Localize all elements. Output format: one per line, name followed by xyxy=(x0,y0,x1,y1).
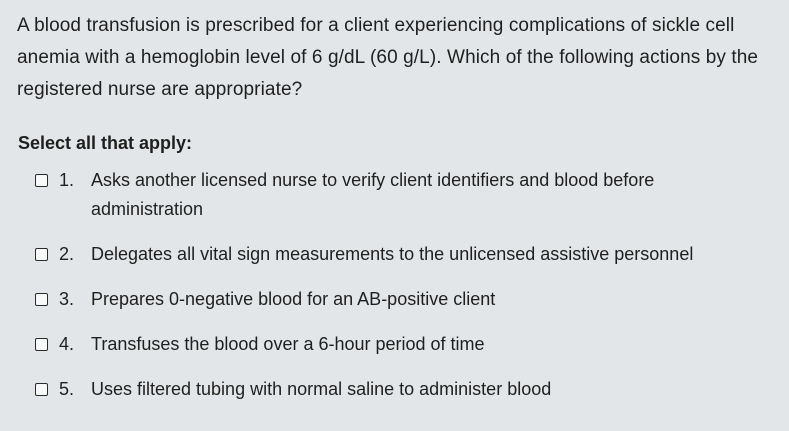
answer-option-2[interactable] xyxy=(35,240,771,269)
checkbox-option-3[interactable] xyxy=(35,293,48,306)
option-text: Uses filtered tubing with normal saline to administer blood xyxy=(91,379,552,399)
option-text: Asks another licensed nurse to verify client identifiers and blood before administration xyxy=(91,170,655,219)
answer-options-list xyxy=(17,166,771,404)
checkbox-option-4[interactable] xyxy=(35,338,48,351)
answer-option-5[interactable] xyxy=(35,375,771,404)
option-text: Prepares 0-negative blood for an AB-positive client xyxy=(91,289,496,309)
select-all-instruction: Select all that apply: xyxy=(18,133,193,153)
answer-option-4[interactable] xyxy=(35,330,771,359)
checkbox-option-2[interactable] xyxy=(35,248,48,261)
answer-option-1[interactable] xyxy=(35,166,771,224)
option-number: 1. xyxy=(59,170,75,190)
checkbox-option-1[interactable] xyxy=(35,174,48,187)
option-number: 4. xyxy=(59,334,75,354)
option-number: 5. xyxy=(59,379,75,399)
option-number: 2. xyxy=(59,244,75,264)
option-number: 3. xyxy=(59,289,75,309)
checkbox-option-5[interactable] xyxy=(35,383,48,396)
option-text: Delegates all vital sign measurements to the unlicensed assistive personnel xyxy=(91,244,694,264)
question-stem: A blood transfusion is prescribed for a client experiencing complications of sickle cell anemia with a hemoglobin level of 6 g/dL (60 g/L). Which of the following actions by the registered nurse are appropriate? xyxy=(17,15,759,100)
option-text: Transfuses the blood over a 6-hour period of time xyxy=(91,334,485,354)
answer-option-3[interactable] xyxy=(35,285,771,314)
